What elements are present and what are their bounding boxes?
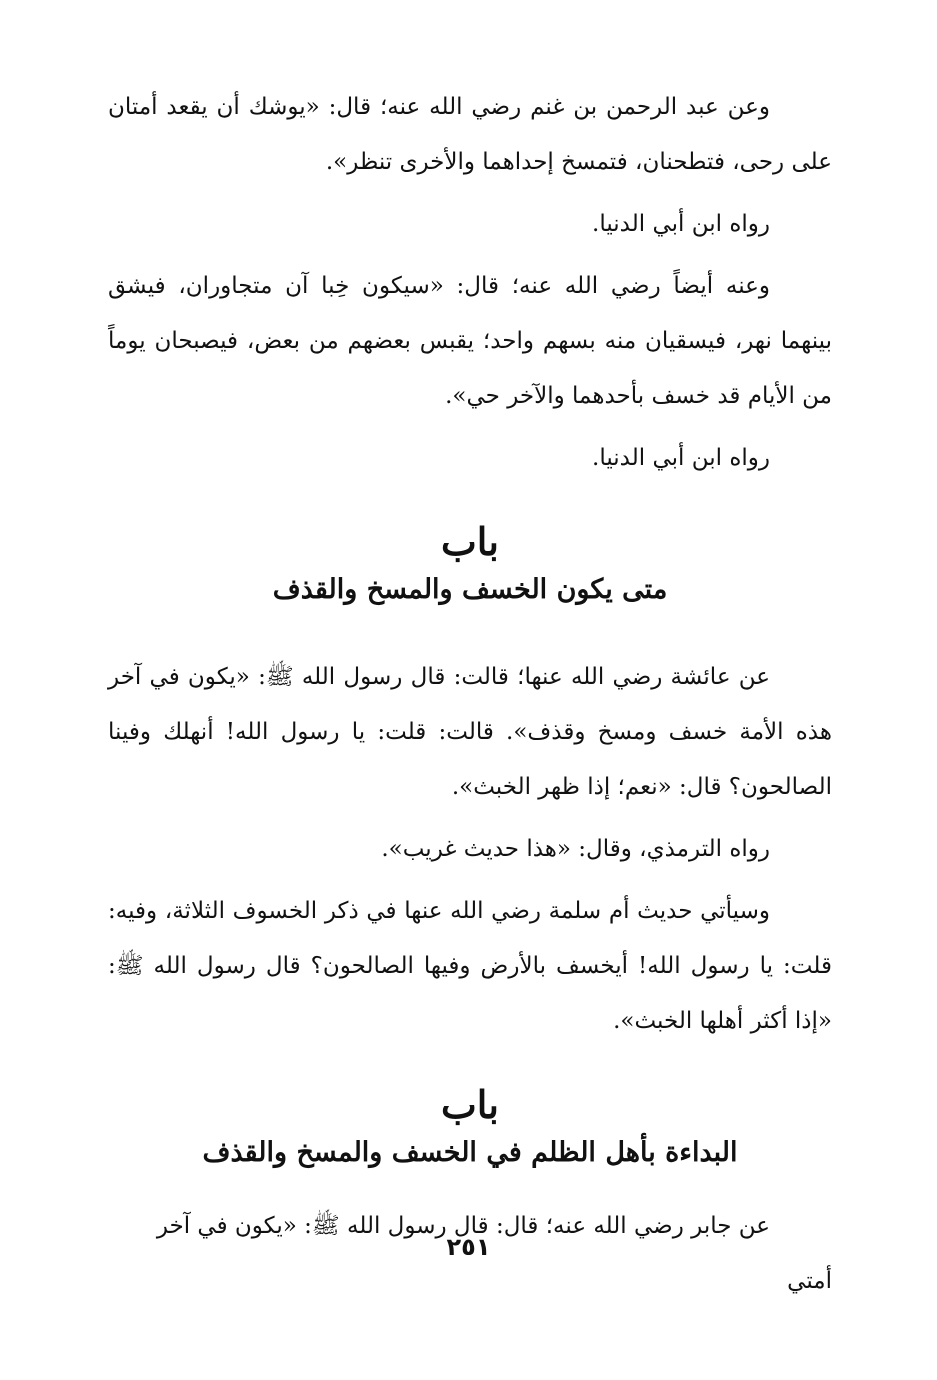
chapter-label: باب: [441, 519, 499, 564]
paragraph-jabir-hadith: عن جابر رضي الله عنه؛ قال: قال رسول الله ﷺ: «يكون في آخر أمتي: [156, 1213, 832, 1294]
chapter-heading-2: [108, 1079, 832, 1175]
page-number: ٢٥١: [446, 1233, 491, 1261]
paragraph-source-2: رواه ابن أبي الدنيا.: [592, 445, 770, 471]
chapter-heading-1: [108, 516, 832, 612]
page-body: [108, 80, 832, 1316]
paragraph-aisha-hadith: عن عائشة رضي الله عنها؛ قالت: قال رسول الله ﷺ: «يكون في آخر هذه الأمة خسف ومسخ وقذف». قالت: قلت: يا رسول الله! أنهلك وفينا الصالحون؟ قال: «نعم؛ إذا ظهر الخبث».: [108, 664, 832, 800]
chapter-title: متى يكون الخسف والمسخ والقذف: [272, 574, 668, 605]
paragraph-source-tirmidhi: رواه الترمذي، وقال: «هذا حديث غريب».: [381, 836, 770, 862]
paragraph-source-1: رواه ابن أبي الدنيا.: [592, 211, 770, 237]
chapter-title: البداءة بأهل الظلم في الخسف والمسخ والقذف: [202, 1137, 738, 1168]
paragraph-two-tents-hadith: وعنه أيضاً رضي الله عنه؛ قال: «سيكون خِبا آن متجاوران، فيشق بينهما نهر، فيسقيان منه بسهم واحد؛ يقبس بعضهم من بعض، فيصبحان يوماً من الأيام قد خسف بأحدهما والآخر حي».: [108, 273, 832, 409]
chapter-label: باب: [441, 1082, 499, 1127]
paragraph-abdulrahman-hadith: وعن عبد الرحمن بن غنم رضي الله عنه؛ قال: «يوشك أن يقعد أمتان على رحى، فتطحنان، فتمسخ إحداهما والأخرى تنظر».: [108, 94, 832, 175]
paragraph-umm-salama-note: وسيأتي حديث أم سلمة رضي الله عنها في ذكر الخسوف الثلاثة، وفيه: قلت: يا رسول الله! أيخسف بالأرض وفيها الصالحون؟ قال رسول الله ﷺ: «إذا أكثر أهلها الخبث».: [108, 898, 832, 1034]
